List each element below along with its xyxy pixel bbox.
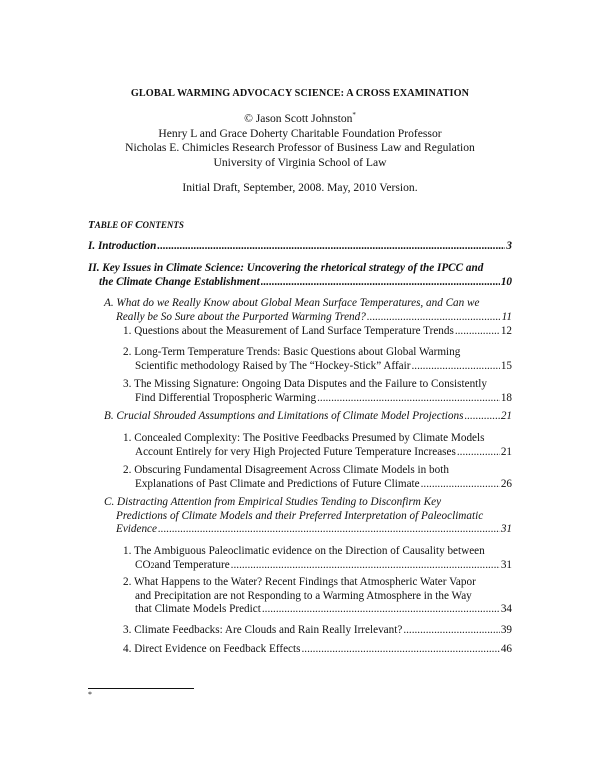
draft-date: Initial Draft, September, 2008. May, 2010 Version.: [182, 181, 418, 194]
toc-entry-a-1[interactable]: 1. Questions about the Measurement of Land Surface Temperature Trends ..... 12: [123, 325, 512, 339]
toc-entry-c-1[interactable]: 1. The Ambiguous Paleoclimatic evidence on the Direction of Causality between CO 2 and Temperature ..... 31: [123, 545, 512, 572]
toc-heading: TABLE OF CONTENTS: [88, 219, 184, 231]
toc-entry-c-3[interactable]: 3. Climate Feedbacks: Are Clouds and Rain Really Irrelevant? ..... 39: [123, 624, 512, 638]
toc-entry-introduction[interactable]: I. Introduction ..... 3: [88, 240, 512, 254]
toc-entry-a-2[interactable]: 2. Long-Term Temperature Trends: Basic Questions about Global Warming Scientific methodology Raised by The “Hockey-Stick” Affair ..... 15: [123, 346, 512, 373]
footnote-rule: [88, 688, 194, 689]
toc-entry-c-2[interactable]: 2. What Happens to the Water? Recent Findings that Atmospheric Water Vapor and Precipitation are not Responding to a Warming Atmosphere in the Way that Climate Models Predict ..... 34: [123, 576, 512, 617]
toc-entry-section-c[interactable]: C. Distracting Attention from Empirical Studies Tending to Disconfirm Key Predictions of Climate Models and their Preferred Interpretation of Paleoclimatic Evidence ..... 31: [104, 496, 512, 537]
affiliation-3: University of Virginia School of Law: [213, 156, 387, 169]
footnote-mark: *: [88, 690, 92, 699]
toc-entry-b-1[interactable]: 1. Concealed Complexity: The Positive Feedbacks Presumed by Climate Models Account Entirely for very High Projected Future Temperature Increases ..... 21: [123, 432, 512, 459]
toc-entry-section-a[interactable]: A. What do we Really Know about Global Mean Surface Temperatures, and Can we Really be So Sure about the Purported Warming Trend? ..... 11: [104, 297, 512, 324]
author-line: © Jason Scott Johnston*: [244, 111, 356, 125]
toc-entry-key-issues[interactable]: II. Key Issues in Climate Science: Uncovering the rhetorical strategy of the IPCC and the Climate Change Establishment ..... 10: [88, 262, 512, 289]
affiliation-1: Henry L and Grace Doherty Charitable Foundation Professor: [158, 127, 442, 140]
toc-entry-section-b[interactable]: B. Crucial Shrouded Assumptions and Limitations of Climate Model Projections ..... 21: [104, 410, 512, 424]
toc-entry-c-4[interactable]: 4. Direct Evidence on Feedback Effects ..... 46: [123, 643, 512, 657]
affiliation-2: Nicholas E. Chimicles Research Professor of Business Law and Regulation: [125, 141, 475, 154]
toc-entry-a-3[interactable]: 3. The Missing Signature: Ongoing Data Disputes and the Failure to Consistently Find Differential Tropospheric Warming ..... 18: [123, 378, 512, 405]
toc-entry-b-2[interactable]: 2. Obscuring Fundamental Disagreement Across Climate Models in both Explanations of Past Climate and Predictions of Future Climate ..... 26: [123, 464, 512, 491]
document-title: GLOBAL WARMING ADVOCACY SCIENCE: A CROSS EXAMINATION: [130, 88, 470, 99]
